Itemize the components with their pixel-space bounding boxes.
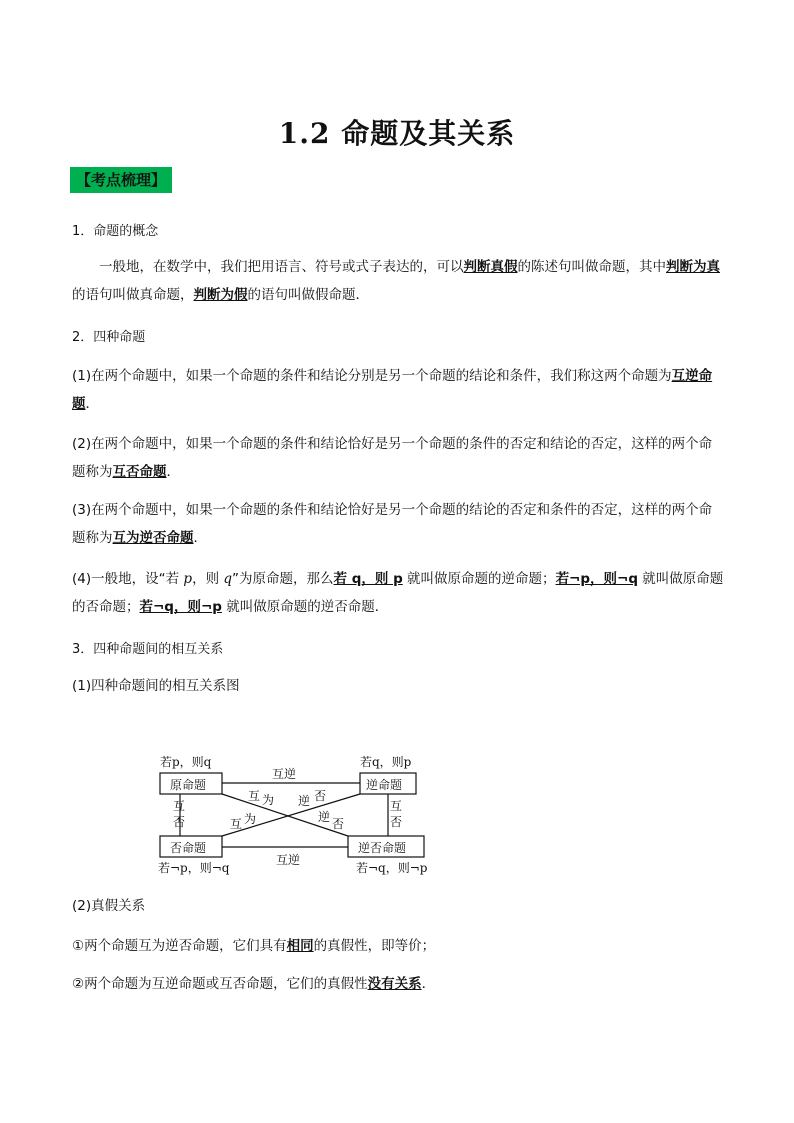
rel-left-2: 否 [173, 815, 186, 829]
keyword-same: 相同 [286, 938, 314, 954]
diag-label-3a: 互 [230, 817, 243, 831]
section-3-heading: 3．四种命题间的相互关系 [72, 642, 224, 657]
section-tag: 【考点梳理】 [70, 167, 172, 193]
rel-top: 互逆 [272, 767, 297, 781]
rel-bottom: 互逆 [276, 853, 301, 867]
truth-rule-2: ②两个命题为互逆命题或互否命题，它们的真假性没有关系． [72, 976, 436, 992]
diag-label-3b: 为 [244, 812, 257, 826]
keyword-no-relation: 没有关系 [367, 976, 422, 992]
keyword-judge-true-false: 判断真假 [463, 259, 518, 275]
keyword-converse: 互逆命题 [72, 368, 713, 412]
rel-right-2: 否 [390, 815, 403, 829]
section-1-paragraph: 一般地，在数学中，我们把用语言、符号或式子表达的，可以判断真假的陈述句叫做命题，其中判断为真的语句叫做真命题，判断为假的语句叫做假命题． [72, 259, 720, 303]
item-2: (2)在两个命题中，如果一个命题的条件和结论恰好是另一个命题的条件的否定和结论的否定，这样的两个命题称为互否命题． [72, 436, 713, 480]
four-propositions-diagram [150, 748, 440, 878]
box-converse-text: 逆命题 [366, 778, 403, 792]
keyword-converse-form: 若 q，则 p [333, 571, 403, 587]
keyword-contrapositive: 互为逆否命题 [112, 530, 194, 546]
box-inverse-text: 否命题 [170, 841, 207, 855]
keyword-inverse-form: 若¬p，则¬q [555, 571, 639, 587]
item-3: (3)在两个命题中，如果一个命题的条件和结论恰好是另一个命题的结论的否定和条件的否定，这样的两个命题称为互为逆否命题． [72, 502, 713, 546]
label-converse-form: 若q，则p [360, 755, 412, 769]
diag-label-2a: 逆 [298, 794, 311, 808]
keyword-contrapositive-form: 若¬q，则¬p [139, 599, 222, 615]
item-4: (4)一般地，设“若 p，则 q”为原命题，那么若 q，则 p 就叫做原命题的逆命题；若¬p，则¬q 就叫做原命题的否命题；若¬q，则¬p 就叫做原命题的逆否命题． [72, 571, 724, 615]
keyword-inverse: 互否命题 [112, 464, 167, 480]
subheading-truth-relation: (2)真假关系 [72, 898, 146, 914]
section-2-heading: 2．四种命题 [72, 330, 146, 345]
item-1: (1)在两个命题中，如果一个命题的条件和结论分别是另一个命题的结论和条件，我们称这两个命题为互逆命题． [72, 368, 713, 412]
section-1-heading: 1．命题的概念 [72, 224, 159, 239]
rel-right-1: 互 [390, 799, 403, 813]
subheading-relation-diagram: (1)四种命题间的相互关系图 [72, 678, 240, 694]
rel-left-1: 互 [173, 799, 186, 813]
diag-label-4a: 逆 [318, 810, 331, 824]
diag-label-4b: 否 [332, 817, 345, 831]
diag-label-1a: 互 [248, 789, 261, 803]
label-contrapositive-form: 若¬q，则¬p [356, 861, 428, 875]
truth-rule-1: ①两个命题互为逆否命题，它们具有相同的真假性，即等价； [72, 938, 436, 954]
page-title: 1.2 命题及其关系 [278, 117, 516, 150]
label-original-form: 若p，则q [160, 755, 212, 769]
keyword-judged-true: 判断为真 [666, 259, 720, 275]
diag-label-1b: 为 [262, 793, 275, 807]
label-inverse-form: 若¬p，则¬q [158, 861, 230, 875]
box-original-text: 原命题 [170, 778, 207, 792]
box-contrapositive-text: 逆否命题 [358, 841, 407, 855]
diag-label-2b: 否 [314, 789, 327, 803]
keyword-judged-false: 判断为假 [193, 287, 248, 303]
